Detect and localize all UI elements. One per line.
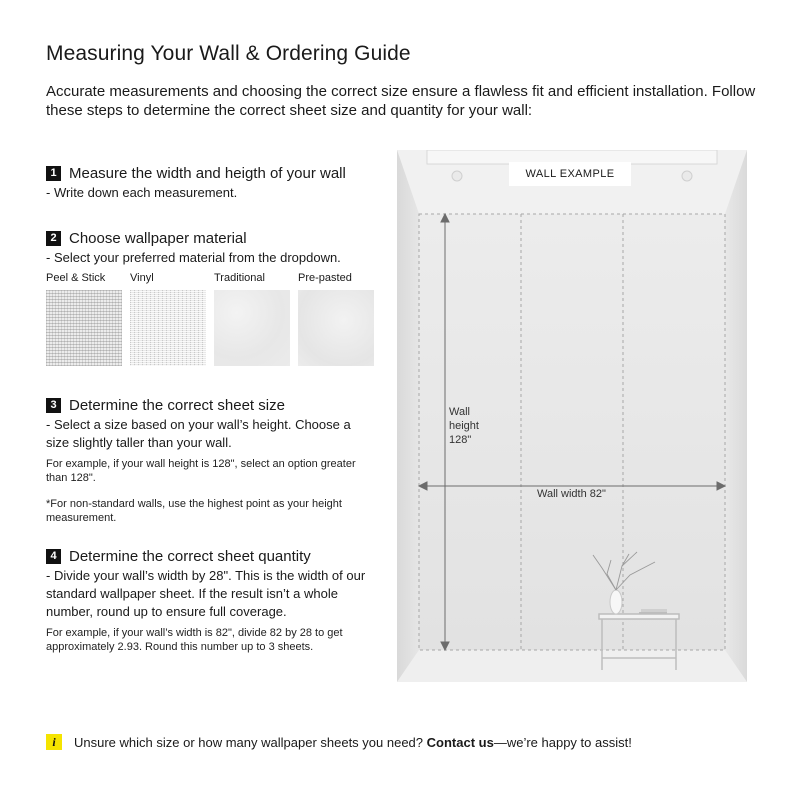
- step-1: [46, 165, 376, 202]
- material-labels: [46, 272, 376, 286]
- wall-height-label-line: 128": [449, 434, 472, 446]
- wall-width-label: Wall width 82": [537, 488, 606, 500]
- step-number-badge: 2: [46, 231, 61, 246]
- help-text-tail: —we’re happy to assist!: [493, 734, 632, 750]
- step-title: Determine the correct sheet size: [69, 397, 285, 414]
- material-label-vinyl: Vinyl: [130, 272, 154, 284]
- step-2-heading: [46, 230, 376, 247]
- wall-height-label-line: Wall: [449, 406, 470, 418]
- wall-example-badge: WALL EXAMPLE: [509, 162, 631, 186]
- step-4-heading: [46, 548, 376, 565]
- step-3-heading: [46, 397, 376, 414]
- step-description: - Divide your wall’s width by 28". This is the width of our standard wallpaper sheet. If the result isn’t a whole number, round up to ensure full coverage.: [46, 568, 366, 619]
- step-description: - Select a size based on your wall’s height. Choose a size slightly taller than your wall.: [46, 417, 351, 450]
- wall-height-label: [449, 405, 479, 447]
- material-label-traditional: Traditional: [214, 272, 265, 284]
- intro-text: Accurate measurements and choosing the correct size ensure a flawless fit and efficient installation. Follow these steps to determine the correct sheet size and quantity for your wall:: [46, 83, 756, 119]
- step-2: [46, 230, 376, 267]
- step-4: [46, 548, 376, 654]
- step-example-note: For example, if your wall’s width is 82", divide 82 by 28 to get approximately 2.93. Round this number up to 3 sheets.: [46, 627, 343, 653]
- step-title: Measure the width and heigth of your wall: [69, 165, 346, 182]
- wall-example-image: [397, 150, 747, 682]
- wall-height-label-line: height: [449, 420, 479, 432]
- pre-pasted-swatch: [298, 290, 374, 366]
- step-description: - Write down each measurement.: [46, 185, 238, 200]
- help-text: Unsure which size or how many wallpaper sheets you need?: [74, 734, 424, 750]
- contact-us-link[interactable]: Contact us: [426, 734, 494, 750]
- material-label-pre-pasted: Pre-pasted: [298, 272, 352, 284]
- step-number-badge: 1: [46, 166, 61, 181]
- step-title: Choose wallpaper material: [69, 230, 247, 247]
- material-label-peel-stick: Peel & Stick: [46, 272, 106, 284]
- traditional-swatch: [214, 290, 290, 366]
- step-example-note: For example, if your wall height is 128", select an option greater than 128".: [46, 458, 356, 484]
- step-number-badge: 3: [46, 398, 61, 413]
- peel-stick-swatch: [46, 290, 122, 366]
- step-1-heading: [46, 165, 376, 182]
- step-number-badge: 4: [46, 549, 61, 564]
- step-3: [46, 397, 376, 525]
- step-footnote: *For non-standard walls, use the highest point as your height measurement.: [46, 498, 342, 524]
- vinyl-swatch: [130, 290, 206, 366]
- step-title: Determine the correct sheet quantity: [69, 548, 311, 565]
- info-icon: i: [46, 734, 62, 750]
- page-title: Measuring Your Wall & Ordering Guide: [46, 42, 411, 65]
- help-banner: [46, 734, 632, 750]
- step-description: - Select your preferred material from the dropdown.: [46, 250, 341, 265]
